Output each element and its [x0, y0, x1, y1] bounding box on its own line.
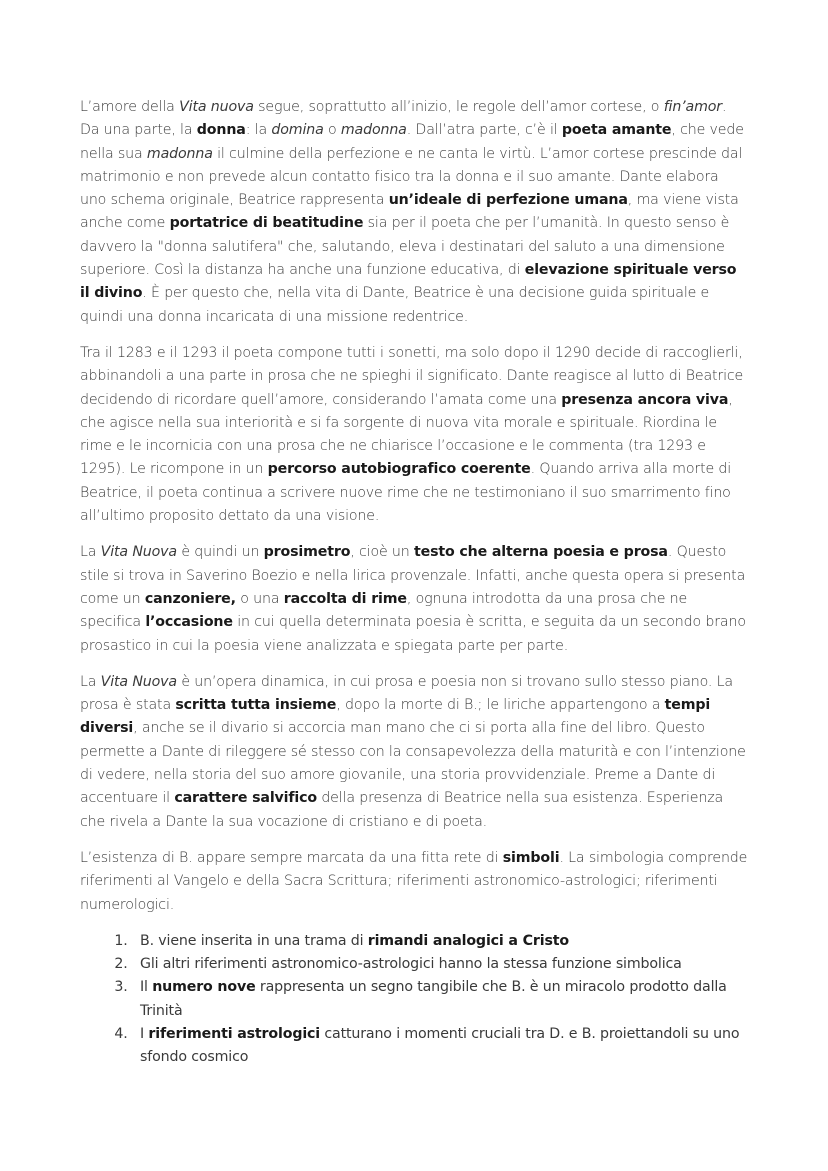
body-paragraph [80, 342, 748, 528]
text-run: , ma viene vista anche come [80, 192, 739, 232]
body-paragraph [80, 96, 748, 329]
bold-phrase: testo che alterna poesia e prosa [413, 544, 668, 561]
italic-title: Vita Nuova [100, 544, 177, 561]
bold-phrase: tempi diversi [80, 697, 711, 737]
text-run: . Da una parte, la [80, 99, 727, 139]
list-item [132, 976, 748, 1023]
list-item [132, 930, 748, 953]
text-run: La [80, 544, 101, 561]
text-run: . Dall’atra parte, c’è il [406, 122, 562, 139]
bold-phrase: l’occasione [145, 614, 233, 631]
text-run: Gli altri riferimenti astronomico-astrologici hanno la stessa funzione simbolica [140, 956, 682, 973]
italic-title: Vita Nuova [100, 673, 177, 690]
text-run: . Quando arriva alla morte di Beatrice, il poeta continua a scrivere nuove rime che ne testimoniano il suo smarrimento fino all’ultimo proposito dettato da una visione. [80, 461, 732, 525]
text-run: della presenza di Beatrice nella sua esistenza. Esperienza che rivela a Dante la sua vocazione di cristiano e di poeta. [80, 790, 724, 830]
bold-phrase: presenza ancora viva [561, 391, 729, 408]
bold-phrase: percorso autobiografico coerente [267, 461, 531, 478]
bold-phrase: donna [196, 122, 246, 139]
text-run: La [80, 673, 101, 690]
paragraph-container [80, 96, 748, 917]
bold-phrase: prosimetro [263, 544, 351, 561]
text-run: segue, soprattutto all’inizio, le regole dell’amor cortese, o [253, 99, 664, 115]
text-run: : la [245, 122, 272, 139]
body-paragraph [80, 541, 748, 657]
text-run: o [323, 122, 341, 139]
text-run: I [140, 1025, 149, 1042]
text-run: o una [235, 590, 284, 607]
body-paragraph [80, 671, 748, 834]
text-run: rappresenta un segno tangibile che B. è un miracolo prodotto dalla Trinità [140, 979, 727, 1019]
bold-phrase: numero nove [152, 979, 256, 996]
text-run: , che vede nella sua [80, 122, 744, 162]
italic-title: fin’amor [663, 99, 722, 115]
bold-phrase: raccolta di rime [283, 590, 407, 607]
text-run: L’amore della [80, 99, 180, 115]
text-run: il culmine della perfezione e ne canta le virtù. L’amor cortese prescinde dal matrimonio e non prevede alcun contatto fisico tra la donna e il suo amante. Dante elabora uno schema originale, Beatrice rappresenta [80, 145, 743, 209]
bold-phrase: elevazione spirituale verso il divino [80, 262, 737, 302]
text-run: è un’opera dinamica, in cui prosa e poesia non si trovano sullo stesso piano. La prosa è stata [80, 673, 733, 714]
list-item [132, 953, 748, 976]
bold-phrase: carattere salvifico [174, 790, 317, 807]
bold-phrase: scritta tutta insieme [175, 697, 337, 714]
list-item [132, 1023, 748, 1070]
text-run: , ognuna introdotta da una prosa che ne specifica [80, 590, 688, 631]
italic-title: madonna [340, 122, 407, 139]
bold-phrase: simboli [502, 849, 560, 866]
text-run: B. viene inserita in una trama di [140, 932, 368, 949]
text-run: Il [140, 979, 153, 996]
text-run: , anche se il divario si accorcia man mano che ci si porta alla fine del libro. Questo permette a Dante di rileggere sé stesso con la consapevolezza della maturità e con l’intenzione di vedere, nella storia del suo amore giovanile, una storia provvidenziale. Preme a Dante di accentuare il [80, 720, 746, 807]
italic-title: domina [271, 122, 324, 139]
text-run: , dopo la morte di B.; le liriche appartengono a [336, 697, 665, 714]
body-paragraph [80, 847, 748, 917]
text-run: sia per il poeta che per l’umanità. In questo senso è davvero la "donna salutifera" che, salutando, eleva i destinatari del saluto a una dimensione superiore. Così la distanza ha anche una funzione educativa, di [80, 215, 730, 279]
text-run: . È per questo che, nella vita di Dante, Beatrice è una decisione guida spirituale e quindi una donna incaricata di una missione redentrice. [80, 285, 710, 325]
text-run: . La simbologia comprende riferimenti al Vangelo e della Sacra Scrittura; riferimenti astronomico-astrologici; riferimenti numerologici. [80, 849, 748, 913]
bold-phrase: poeta amante [561, 122, 672, 139]
bold-phrase: canzoniere, [144, 590, 236, 607]
bold-phrase: portatrice di beatitudine [169, 215, 364, 232]
italic-title: Vita nuova [179, 99, 254, 115]
text-run: , che agisce nella sua interiorità e si fa sorgente di nuova vita morale e spirituale. Riordina le rime e le incornicia con una prosa che ne chiarisce l’occasione e le commenta (tra 1293 e 1295). Le ricompone in un [80, 391, 733, 478]
text-run: L’esistenza di B. appare sempre marcata da una fitta rete di [80, 849, 503, 866]
text-run: è quindi un [176, 544, 264, 561]
text-run: . Questo stile si trova in Saverino Boezio e nella lirica provenzale. Infatti, anche questa opera si presenta come un [80, 544, 746, 607]
text-run: catturano i momenti cruciali tra D. e B. proiettandoli su uno sfondo cosmico [140, 1025, 740, 1066]
text-run: Tra il 1283 e il 1293 il poeta compone tutti i sonetti, ma solo dopo il 1290 decide di raccoglierli, abbinandoli a una parte in prosa che ne spieghi il significato. Dante reagisce al lutto di Beatrice decidendo di ricordare quell’amore, considerando l’amata come una [80, 344, 744, 408]
symbol-list [80, 930, 748, 1070]
bold-phrase: riferimenti astrologici [148, 1025, 321, 1042]
text-run: in cui quella determinata poesia è scritta, e seguita da un secondo brano prosastico in cui la poesia viene analizzata e spiegata parte per parte. [80, 614, 746, 654]
bold-phrase: un’ideale di perfezione umana [388, 192, 628, 209]
italic-title: madonna [146, 145, 213, 162]
bold-phrase: rimandi analogici a Cristo [367, 932, 569, 949]
text-run: , cioè un [350, 544, 414, 561]
